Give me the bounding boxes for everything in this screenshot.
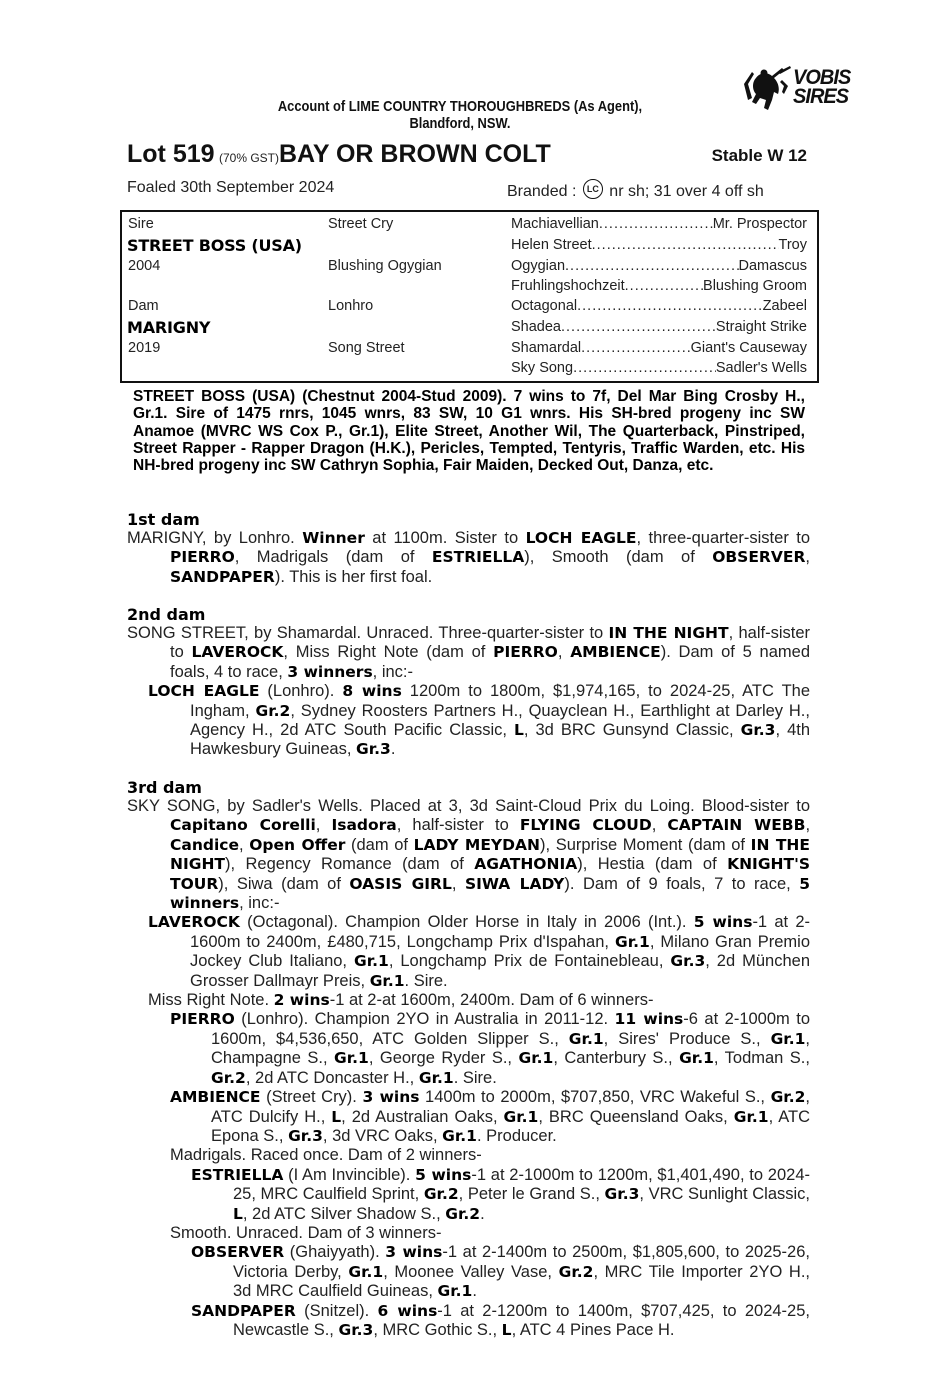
first-dam-section	[127, 510, 810, 587]
dam-entry: Smooth. Unraced. Dam of 3 winners-	[170, 1223, 442, 1242]
vendor-account-line1: Account of LIME COUNTRY THOROUGHBREDS (As Agent),	[277, 98, 643, 115]
dam-label: Dam	[128, 298, 159, 314]
dam-name: MARIGNY	[127, 318, 211, 337]
jockey-horse-logo-icon	[738, 64, 794, 114]
progeny-entry: OBSERVER (Ghaiyyath). 3 wins-1 at 2-1400m to 2500m, $1,805,600, to 2025-26, Victoria Derby, Gr.1, Moonee Valley Vase, Gr.2, MRC Tile Importer 2YO H., 3d MRC Caulfield Guineas, Gr.1.	[191, 1243, 810, 1301]
sire-year: 2004	[128, 258, 161, 274]
lot-number: Lot 519	[127, 140, 215, 168]
ancestor-row: Fruhlingshochzeit ..... Blushing Groom	[511, 276, 807, 297]
ancestor-row: Ogygian ..... Damascus	[511, 256, 807, 277]
progeny-entry: AMBIENCE (Street Cry). 3 wins 1400m to 2000m, $707,850, VRC Wakeful S., Gr.2, ATC Dulcify H., L, 2d Australian Oaks, Gr.1, BRC Queensland Oaks, Gr.1, ATC Epona S., Gr.3, 3d VRC Oaks, Gr.1. Producer.	[170, 1088, 811, 1145]
first-dam-entries	[127, 529, 810, 587]
second-dam-entries	[127, 624, 810, 760]
lot-description: BAY OR BROWN COLT	[279, 140, 551, 168]
branded-detail: nr sh; 31 over 4 off sh	[609, 183, 764, 200]
sire-label: Sire	[128, 216, 154, 232]
progeny-entry: ESTRIELLA (I Am Invincible). 5 wins-1 at 2-1000m to 1200m, $1,401,490, to 2024-25, MRC Caulfield Sprint, Gr.2, Peter le Grand S., Gr.3, VRC Sunlight Classic, L, 2d ATC Silver Shadow S., Gr.2.	[191, 1165, 811, 1223]
ancestor-row: Shadea ..... Straight Strike	[511, 317, 807, 338]
ancestor-row: Helen Street ..... Troy	[511, 235, 807, 256]
ancestor-row: Octagonal ..... Zabeel	[511, 296, 807, 317]
ancestor-row: Shamardal ..... Giant's Causeway	[511, 338, 807, 359]
brand-mark-icon: LC	[583, 179, 603, 199]
sire-sire: Street Cry	[328, 216, 394, 232]
dam-year: 2019	[128, 340, 161, 356]
sire-name: STREET BOSS (USA)	[127, 236, 302, 255]
progeny-entry: MARIGNY, by Lonhro. Winner at 1100m. Sister to LOCH EAGLE, three-quarter-sister to PIERRO, Madrigals (dam of ESTRIELLA), Smooth (dam of OBSERVER, SANDPAPER). This is her first foal.	[127, 529, 811, 586]
branded-label: Branded :	[507, 183, 577, 200]
progeny-entry: LAVEROCK (Octagonal). Champion Older Horse in Italy in 2006 (Int.). 5 wins-1 at 2-1600m to 2400m, £480,715, Longchamp Prix d'Ispahan, Gr.1, Milano Gran Premio Jockey Club Italiano, Gr.1, Longchamp Prix de Fontainebleau, Gr.3, 2d München Grosser Dallmayr Preis, Gr.1. Sire.	[148, 913, 811, 990]
sire-dam: Blushing Ogygian	[328, 258, 442, 274]
second-dam-section	[127, 605, 810, 760]
sire-summary: STREET BOSS (USA) (Chestnut 2004-Stud 2009). 7 wins to 7f, Del Mar Bing Crosby H., Gr.1. Sire of 1475 rnrs, 1045 wnrs, 83 SW, 10 G1 wnrs. His SH-bred progeny inc SW Anamoe (MVRC WS Cox P., Gr.1), Elite Street, Another Wil, The Quarterback, Pinstriped, Street Rapper - Rapper Dragon (H.K.), Pericles, Tempted, Tentyris, Traffic Warden, etc. His NH-bred progeny inc SW Cathryn Sophia, Fair Maiden, Decked Out, Danza, etc.	[133, 388, 805, 475]
progeny-entry: SANDPAPER (Snitzel). 6 wins-1 at 2-1200m to 1400m, $707,425, to 2024-25, Newcastle S., Gr.3, MRC Gothic S., L, ATC 4 Pines Pace H.	[191, 1301, 810, 1339]
ancestor-row: Machiavellian ..... Mr. Prospector	[511, 214, 807, 235]
vobis-sires-logo	[738, 64, 878, 114]
gst-note: (70% GST)	[218, 151, 279, 165]
logo-text: VOBIS SIRES	[793, 66, 851, 108]
pedigree-table	[120, 210, 819, 383]
branded-info	[507, 179, 764, 201]
dam-dam: Song Street	[328, 340, 405, 356]
third-dam-entries	[127, 797, 810, 1340]
foaled-date: Foaled 30th September 2024	[127, 179, 335, 196]
dam-entry: Madrigals. Raced once. Dam of 2 winners-	[170, 1146, 482, 1165]
vendor-account	[219, 98, 701, 132]
progeny-entry: SONG STREET, by Shamardal. Unraced. Three-quarter-sister to IN THE NIGHT, half-sister to LAVEROCK, Miss Right Note (dam of PIERRO, AMBIENCE). Dam of 5 named foals, 4 to race, 3 winners, inc:-	[127, 624, 810, 681]
ancestor-row: Sky Song ..... Sadler's Wells	[511, 358, 807, 379]
first-dam-heading: 1st dam	[127, 510, 200, 529]
stable-location: Stable W 12	[711, 146, 807, 165]
progeny-entry: PIERRO (Lonhro). Champion 2YO in Australia in 2011-12. 11 wins-6 at 2-1000m to 1600m, $4,536,650, ATC Golden Slipper S., Gr.1, Sires' Produce S., Gr.1, Champagne S., Gr.1, George Ryder S., Gr.1, Canterbury S., Gr.1, Todman S., Gr.2, 2d ATC Doncaster H., Gr.1. Sire.	[170, 1010, 811, 1087]
progeny-entry: SKY SONG, by Sadler's Wells. Placed at 3, 3d Saint-Cloud Prix du Loing. Blood-sister to Capitano Corelli, Isadora, half-sister to FLYING CLOUD, CAPTAIN WEBB, Candice, Open Offer (dam of LADY MEYDAN), Surprise Moment (dam of IN THE NIGHT), Regency Romance (dam of AGATHONIA), Hestia (dam of KNIGHT'S TOUR), Siwa (dam of OASIS GIRL, SIWA LADY). Dam of 9 foals, 7 to race, 5 winners, inc:-	[127, 797, 811, 913]
lot-title-line	[127, 140, 817, 170]
progeny-entry: LOCH EAGLE (Lonhro). 8 wins 1200m to 1800m, $1,974,165, to 2024-25, ATC The Ingham, Gr.2, Sydney Roosters Partners H., Quayclean H., Earthlight at Darley H., Agency H., 2d ATC South Pacific Classic, L, 3d BRC Gunsynd Classic, Gr.3, 4th Hawkesbury Guineas, Gr.3.	[148, 682, 811, 759]
dam-sire: Lonhro	[328, 298, 374, 314]
third-dam-heading: 3rd dam	[127, 778, 202, 797]
second-dam-heading: 2nd dam	[127, 605, 206, 624]
dam-entry: Miss Right Note. 2 wins-1 at 2-at 1600m, 2400m. Dam of 6 winners-	[148, 991, 654, 1010]
vendor-account-line2: Blandford, NSW.	[409, 115, 511, 132]
third-dam-section	[127, 778, 810, 1340]
